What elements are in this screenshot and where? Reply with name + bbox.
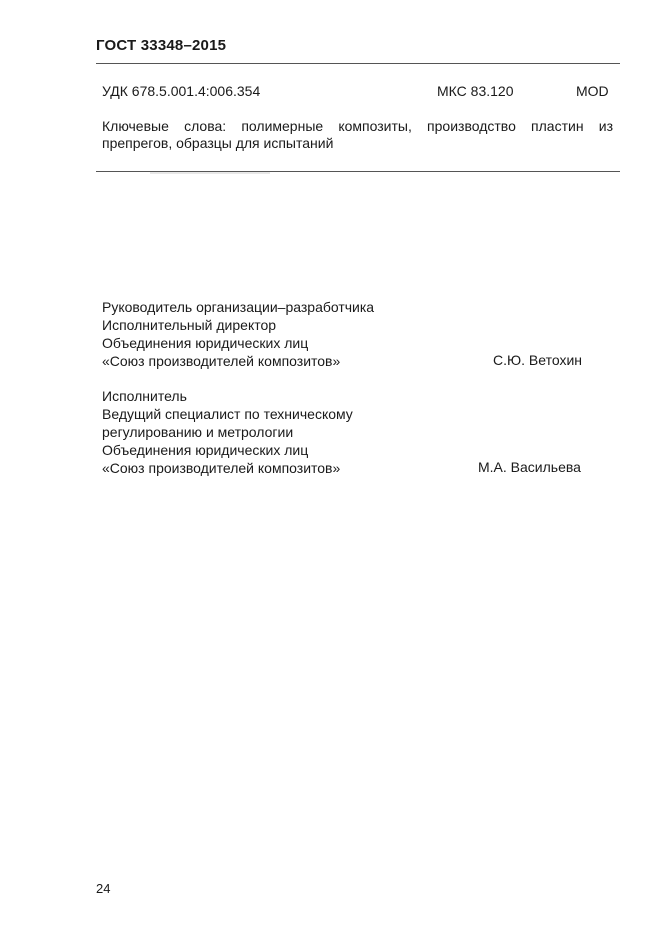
signatory-line: Руководитель организации–разработчика xyxy=(102,299,375,315)
signatory-line: регулированию и метрологии xyxy=(102,424,294,440)
signatory-line: Исполнитель xyxy=(102,388,187,404)
signatory-line: Ведущий специалист по техническому xyxy=(102,406,353,422)
page-number: 24 xyxy=(96,881,111,896)
scan-artifact xyxy=(150,172,270,174)
keywords: Ключевые слова: полимерные композиты, производство пластин из препрегов, образцы для испытаний xyxy=(102,118,613,151)
signatory-block-1 xyxy=(102,298,374,370)
signatory-line: Исполнительный директор xyxy=(102,317,277,333)
signatory-name-1: С.Ю. Ветохин xyxy=(493,352,583,368)
header-rule xyxy=(96,63,620,64)
udc-code: УДК 678.5.001.4:006.354 xyxy=(102,83,261,99)
mod-label: MOD xyxy=(576,83,609,99)
signatory-line: «Союз производителей композитов» xyxy=(102,460,341,476)
signatory-line: Объединения юридических лиц xyxy=(102,335,309,351)
signatory-block-2 xyxy=(102,387,353,477)
signatory-name-2: М.А. Васильева xyxy=(478,459,581,475)
signatory-line: «Союз производителей композитов» xyxy=(102,353,341,369)
standard-number: ГОСТ 33348–2015 xyxy=(96,37,227,54)
ics-code: МКС 83.120 xyxy=(437,83,514,99)
signatory-line: Объединения юридических лиц xyxy=(102,442,309,458)
